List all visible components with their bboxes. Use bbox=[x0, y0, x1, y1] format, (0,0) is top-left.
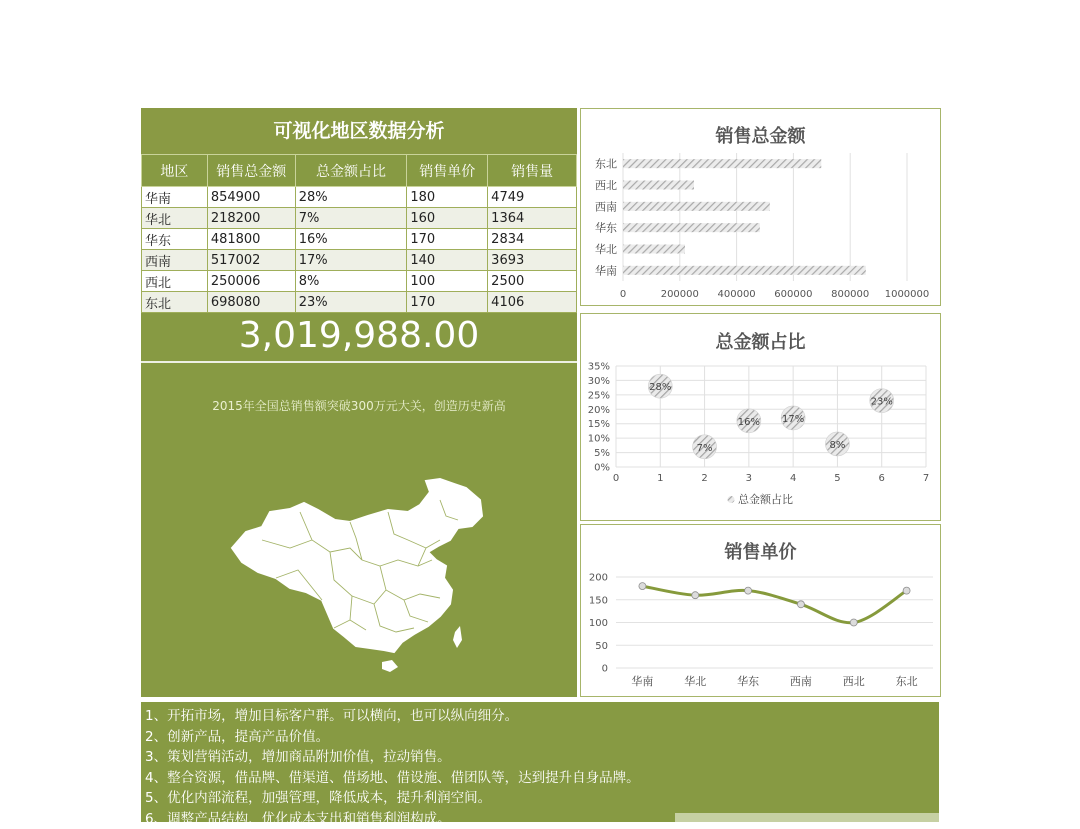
line-point bbox=[639, 583, 646, 590]
table-title: 可视化地区数据分析 bbox=[141, 108, 577, 154]
scatter-data-label: 23% bbox=[871, 397, 893, 408]
cell-price: 100 bbox=[407, 271, 488, 292]
summary-headline: 2015年全国总销售额突破300万元大关，创造历史新高 bbox=[141, 397, 577, 414]
scatter-y-tick-label: 5% bbox=[594, 448, 610, 459]
scatter-x-tick-label: 7 bbox=[923, 473, 929, 484]
cell-quantity: 3693 bbox=[488, 250, 577, 271]
scatter-x-tick-label: 6 bbox=[879, 473, 885, 484]
scatter-data-label: 17% bbox=[782, 414, 804, 425]
bar-chart bbox=[581, 109, 940, 305]
total-sales-value: 3,019,988.00 bbox=[141, 315, 577, 356]
bar-x-tick-label: 600000 bbox=[774, 289, 812, 300]
line-y-tick-label: 100 bbox=[589, 618, 608, 629]
line-chart bbox=[581, 525, 940, 696]
scatter-data-label: 8% bbox=[829, 440, 845, 451]
scatter-chart-title: 总金额占比 bbox=[581, 328, 940, 354]
cell-quantity: 4749 bbox=[488, 187, 577, 208]
note-item: 5、优化内部流程，加强管理，降低成本，提升利润空间。 bbox=[145, 788, 939, 809]
series-line bbox=[642, 586, 906, 623]
share-scatter-chart-panel bbox=[580, 313, 941, 521]
scatter-x-tick-label: 0 bbox=[613, 473, 619, 484]
header-quantity: 销售量 bbox=[488, 155, 577, 187]
header-region: 地区 bbox=[142, 155, 208, 187]
cell-price: 180 bbox=[407, 187, 488, 208]
bar-x-tick-label: 0 bbox=[620, 289, 626, 300]
bar-category-label: 西北 bbox=[595, 179, 617, 192]
line-category-label: 西南 bbox=[790, 675, 812, 688]
cell-share: 17% bbox=[295, 250, 407, 271]
line-category-label: 华北 bbox=[684, 674, 706, 688]
suggestions-panel bbox=[141, 702, 939, 822]
header-unit-price: 销售单价 bbox=[407, 155, 488, 187]
line-category-label: 西北 bbox=[843, 675, 865, 688]
scatter-y-tick-label: 15% bbox=[588, 419, 610, 430]
scatter-y-tick-label: 0% bbox=[594, 463, 610, 474]
note-item: 2、创新产品，提高产品价值。 bbox=[145, 727, 939, 748]
line-point bbox=[692, 592, 699, 599]
line-chart-title: 销售单价 bbox=[581, 538, 940, 564]
table-row bbox=[142, 250, 577, 271]
line-category-label: 华东 bbox=[737, 674, 759, 688]
bar-x-tick-label: 800000 bbox=[831, 289, 869, 300]
bar bbox=[623, 223, 760, 232]
scatter-y-tick-label: 25% bbox=[588, 390, 610, 401]
scatter-x-tick-label: 4 bbox=[790, 473, 796, 484]
line-y-tick-label: 0 bbox=[602, 664, 608, 675]
cell-price: 170 bbox=[407, 229, 488, 250]
table-row bbox=[142, 292, 577, 313]
table-row bbox=[142, 208, 577, 229]
line-point bbox=[797, 601, 804, 608]
unit-price-line-chart-panel bbox=[580, 524, 941, 697]
cell-region: 华南 bbox=[142, 187, 208, 208]
bar bbox=[623, 159, 821, 168]
scatter-y-tick-label: 20% bbox=[588, 405, 610, 416]
bar-x-tick-label: 400000 bbox=[718, 289, 756, 300]
region-data-table bbox=[141, 154, 577, 313]
cell-region: 东北 bbox=[142, 292, 208, 313]
header-share: 总金额占比 bbox=[295, 155, 407, 187]
scatter-y-tick-label: 35% bbox=[588, 362, 610, 373]
cell-quantity: 2834 bbox=[488, 229, 577, 250]
scatter-data-label: 7% bbox=[697, 443, 713, 454]
line-point bbox=[745, 587, 752, 594]
bar bbox=[623, 181, 694, 190]
cell-region: 华东 bbox=[142, 229, 208, 250]
cell-quantity: 2500 bbox=[488, 271, 577, 292]
legend-marker bbox=[728, 496, 735, 503]
bar bbox=[623, 202, 770, 211]
line-point bbox=[850, 619, 857, 626]
scatter-x-tick-label: 1 bbox=[657, 473, 663, 484]
line-point bbox=[903, 587, 910, 594]
line-category-label: 华南 bbox=[631, 674, 653, 688]
cell-total: 481800 bbox=[207, 229, 295, 250]
bar-category-label: 华南 bbox=[595, 263, 617, 277]
summary-map-panel bbox=[141, 313, 577, 697]
cell-total: 218200 bbox=[207, 208, 295, 229]
cell-region: 西北 bbox=[142, 271, 208, 292]
header-total-sales: 销售总金额 bbox=[207, 155, 295, 187]
note-item: 1、开拓市场，增加目标客户群。可以横向，也可以纵向细分。 bbox=[145, 706, 939, 727]
table-row bbox=[142, 229, 577, 250]
cell-total: 517002 bbox=[207, 250, 295, 271]
china-map-icon bbox=[141, 313, 577, 697]
note-item: 6、调整产品结构，优化成本支出和销售利润构成。 bbox=[145, 809, 939, 829]
table-row bbox=[142, 271, 577, 292]
bar bbox=[623, 266, 866, 275]
bar-category-label: 西南 bbox=[595, 200, 617, 213]
line-y-tick-label: 150 bbox=[589, 595, 608, 606]
note-item: 3、策划营销活动，增加商品附加价值，拉动销售。 bbox=[145, 747, 939, 768]
line-y-tick-label: 50 bbox=[595, 641, 608, 652]
line-y-tick-label: 200 bbox=[589, 573, 608, 584]
cell-quantity: 4106 bbox=[488, 292, 577, 313]
notes-accent-bar bbox=[675, 813, 939, 822]
cell-price: 160 bbox=[407, 208, 488, 229]
legend-label: 总金额占比 bbox=[738, 492, 793, 506]
scatter-x-tick-label: 3 bbox=[746, 473, 752, 484]
scatter-x-tick-label: 5 bbox=[834, 473, 840, 484]
bar-chart-title: 销售总金额 bbox=[581, 122, 940, 148]
bar-x-tick-label: 200000 bbox=[661, 289, 699, 300]
bar-x-tick-label: 1000000 bbox=[885, 289, 930, 300]
cell-share: 7% bbox=[295, 208, 407, 229]
table-row bbox=[142, 187, 577, 208]
cell-quantity: 1364 bbox=[488, 208, 577, 229]
scatter-y-tick-label: 30% bbox=[588, 376, 610, 387]
line-category-label: 东北 bbox=[896, 675, 918, 688]
cell-total: 250006 bbox=[207, 271, 295, 292]
cell-share: 23% bbox=[295, 292, 407, 313]
cell-region: 华北 bbox=[142, 208, 208, 229]
cell-share: 8% bbox=[295, 271, 407, 292]
scatter-x-tick-label: 2 bbox=[701, 473, 707, 484]
cell-price: 170 bbox=[407, 292, 488, 313]
scatter-chart bbox=[581, 314, 940, 520]
bar-category-label: 华东 bbox=[595, 221, 617, 235]
sales-total-bar-chart-panel bbox=[580, 108, 941, 306]
bar-category-label: 华北 bbox=[595, 242, 617, 256]
table-header-row bbox=[142, 155, 577, 187]
cell-share: 16% bbox=[295, 229, 407, 250]
scatter-y-tick-label: 10% bbox=[588, 434, 610, 445]
bar-category-label: 东北 bbox=[595, 158, 617, 171]
cell-total: 854900 bbox=[207, 187, 295, 208]
cell-share: 28% bbox=[295, 187, 407, 208]
scatter-data-label: 28% bbox=[649, 382, 671, 393]
bar bbox=[623, 245, 685, 254]
cell-total: 698080 bbox=[207, 292, 295, 313]
cell-region: 西南 bbox=[142, 250, 208, 271]
note-item: 4、整合资源，借品牌、借渠道、借场地、借设施、借团队等，达到提升自身品牌。 bbox=[145, 768, 939, 789]
region-data-table-panel bbox=[141, 108, 577, 306]
cell-price: 140 bbox=[407, 250, 488, 271]
scatter-data-label: 16% bbox=[738, 417, 760, 428]
